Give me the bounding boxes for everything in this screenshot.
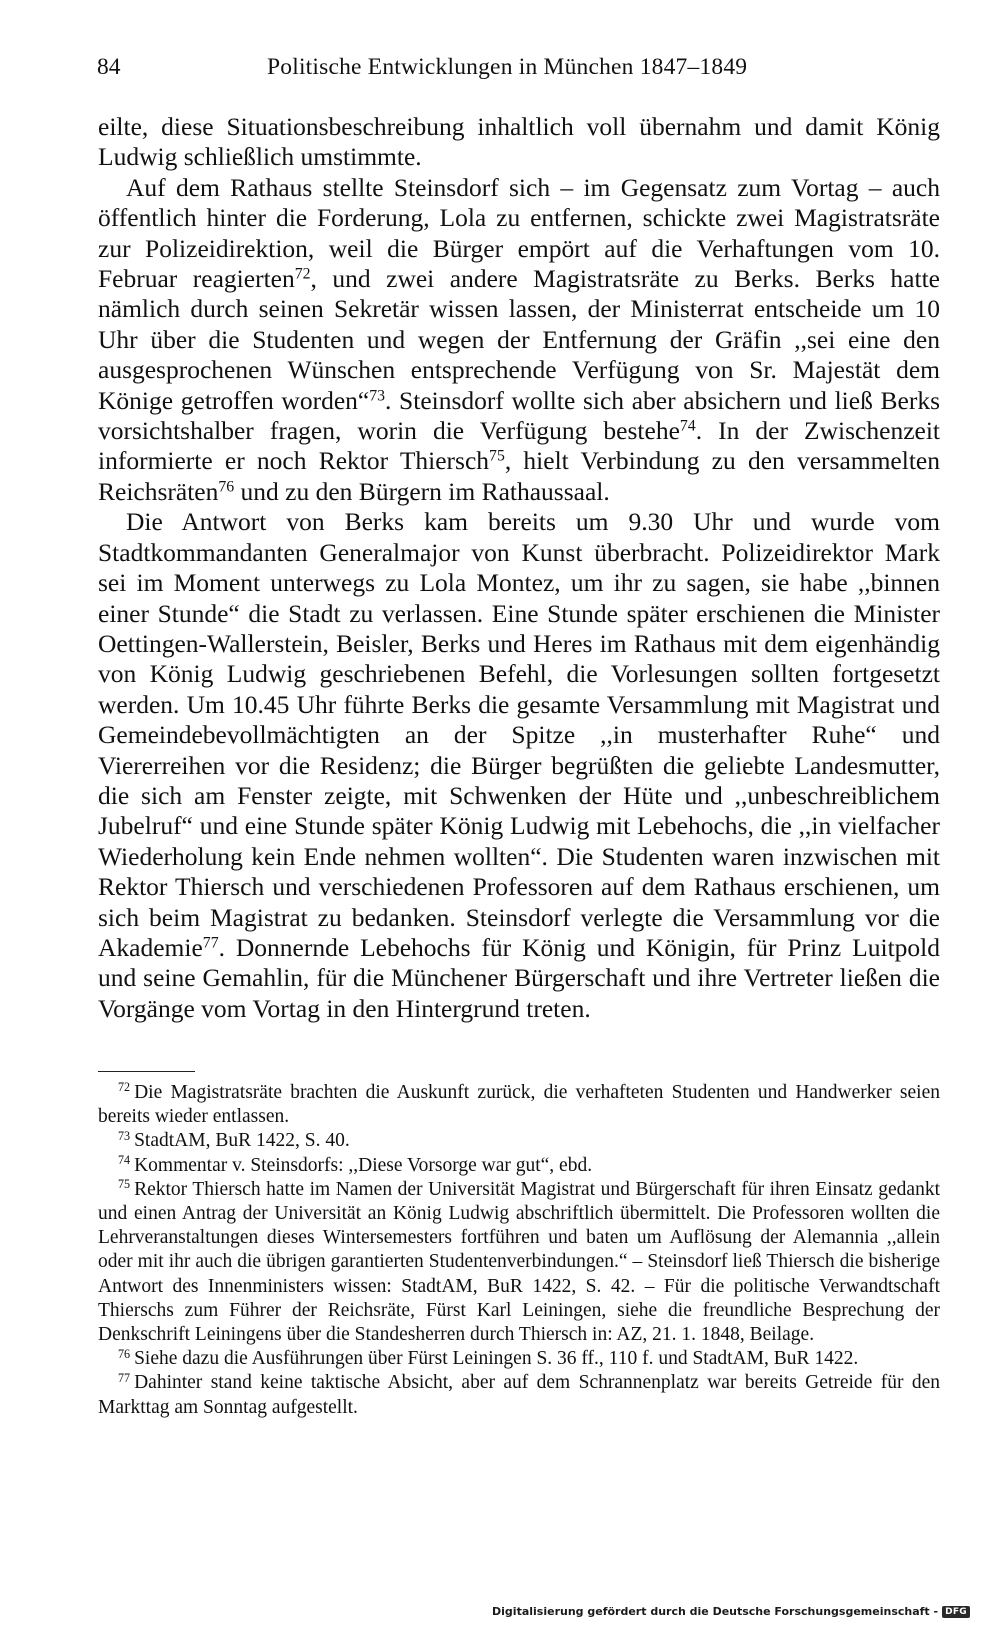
footnote-text: Die Magistratsräte brachten die Auskunft zurück, die verhafteten Studenten und Handwerker seien bereits wieder entlassen. <box>98 1082 940 1128</box>
footnote-text: Kommentar v. Steinsdorfs: ,,Diese Vorsorge war gut“, ebd. <box>134 1154 593 1176</box>
digitization-credit <box>492 1605 970 1618</box>
text-run: Die Antwort von Berks kam bereits um 9.30 Uhr und wurde vom Stadtkommandanten Generalmajor von Kunst überbracht. Polizeidirektor Mark sei im Moment unterwegs zu Lola Montez, um ihr zu sagen, sie habe ,,binnen einer Stunde“ die Stadt zu verlassen. Eine Stunde später erschienen die Minister Oettingen-Wallerstein, Beisler, Berks und Heres im Rathaus mit dem eigenhändig von König Ludwig geschriebenen Befehl, die Vorlesungen sollten fortgesetzt werden. Um 10.45 Uhr führte Berks die gesamte Versammlung mit Magistrat und Gemeindebevollmächtigten an der Spitze ,,in musterhafter Ruhe“ und Viererreihen vor die Residenz; die Bürger begrüßten die geliebte Landesmutter, die sich am Fenster zeigte, mit Schwenken der Hüte und ,,unbeschreiblichem Jubelruf“ und eine Stunde später König Ludwig mit Lebehochs, die ,,in vielfacher Wiederholung kein Ende nehmen wollten“. Die Studenten waren inzwischen mit Rektor Thiersch und verschiedenen Professoren auf dem Rathaus erschienen, um sich beim Magistrat zu bedanken. Steinsdorf verlegte die Versammlung vor die Akademie <box>98 507 940 962</box>
footnote <box>98 1129 940 1153</box>
running-header <box>97 54 917 84</box>
footnote <box>98 1347 940 1371</box>
page-number: 84 <box>97 54 121 80</box>
footnote <box>98 1081 940 1129</box>
footnotes <box>98 1081 940 1420</box>
footnote-number: 72 <box>118 1080 131 1095</box>
credit-text: Digitalisierung gefördert durch die Deutsche Forschungsgemeinschaft - <box>492 1605 939 1618</box>
text-run: , hielt Verbindung zu den versammelten Reichsräten <box>98 446 940 506</box>
footnote-ref: 73 <box>369 386 385 404</box>
footnote-number: 75 <box>118 1177 131 1192</box>
text-run: . In der Zwischenzeit informierte er noch Rektor Thiersch <box>98 416 940 476</box>
paragraph <box>98 173 940 507</box>
footnote-number: 77 <box>118 1370 131 1385</box>
text-run: Auf dem Rathaus stellte Steinsdorf sich – im Gegensatz zum Vortag – auch öffentlich hinter die Forderung, Lola zu entfernen, schickte zwei Magistratsräte zur Polizeidirektion, weil die Bürger empört auf die Verhaftungen vom 10. Februar reagierten <box>98 172 940 294</box>
footnote-ref: 75 <box>489 447 505 465</box>
footnote-separator <box>98 1071 195 1072</box>
footnote <box>98 1154 940 1178</box>
footnote-number: 73 <box>118 1128 131 1143</box>
text-run: und zu den Bürgern im Rathaussaal. <box>234 476 610 506</box>
text-run: . Donnernde Lebehochs für König und Königin, für Prinz Luitpold und seine Gemahlin, für die Münchener Bürgerschaft und ihre Vertreter ließen die Vorgänge vom Vortag in den Hintergrund treten. <box>98 932 940 1023</box>
main-text <box>98 112 940 1024</box>
running-title: Politische Entwicklungen in München 1847–1849 <box>267 54 748 80</box>
footnote-number: 76 <box>118 1346 131 1361</box>
text-run: , und zwei andere Magistratsräte zu Berks. Berks hatte nämlich durch seinen Sekretär wissen lassen, der Ministerrat entscheide um 10 Uhr über die Studenten und wegen der Entfernung der Gräfin ,,sei eine den ausgesprochenen Wünschen entsprechende Verfügung von Sr. Majestät dem Könige getroffen worden“ <box>98 264 940 415</box>
footnote-text: StadtAM, BuR 1422, S. 40. <box>134 1130 350 1152</box>
footnote-text: Dahinter stand keine taktische Absicht, aber auf dem Schrannenplatz war bereits Getreide für den Markttag am Sonntag aufgestellt. <box>98 1372 940 1418</box>
text-run: . Steinsdorf wollte sich aber absichern und ließ Berks vorsichtshalber fragen, worin die Verfügung bestehe <box>98 385 940 446</box>
footnote-ref: 77 <box>202 934 219 952</box>
footnote <box>98 1371 940 1419</box>
footnote <box>98 1178 940 1347</box>
footnote-ref: 74 <box>679 417 696 435</box>
footnote-ref: 76 <box>218 478 235 496</box>
footnote-text: Siehe dazu die Ausführungen über Fürst Leiningen S. 36 ff., 110 f. und StadtAM, BuR 1422. <box>134 1348 859 1370</box>
dfg-logo-icon: DFG <box>942 1606 970 1618</box>
paragraph <box>98 112 940 173</box>
footnote-ref: 72 <box>294 265 311 283</box>
footnote-number: 74 <box>118 1152 131 1167</box>
paragraph <box>98 507 940 1024</box>
footnote-text: Rektor Thiersch hatte im Namen der Universität Magistrat und Bürgerschaft für ihren Einsatz gedankt und einen Antrag der Universität an König Ludwig abschriftlich übermittelt. Die Professoren wollten die Lehrveranstaltungen dieses Wintersemesters fortführen und baten um Auflösung der Alemannia ,,allein oder mit ihr auch die übrigen garantierten Studentenverbindungen.“ – Steinsdorf ließ Thiersch die bisherige Antwort des Innenministers wissen: StadtAM, BuR 1422, S. 42. – Für die politische Verwandtschaft Thierschs zum Führer der Reichsräte, Fürst Karl Leiningen, siehe die freundliche Besprechung der Denkschrift Leiningens über die Standesherren durch Thiersch in: AZ, 21. 1. 1848, Beilage. <box>98 1178 940 1346</box>
text-run: eilte, diese Situationsbeschreibung inhaltlich voll übernahm und damit König Ludwig schließlich umstimmte. <box>98 112 940 172</box>
